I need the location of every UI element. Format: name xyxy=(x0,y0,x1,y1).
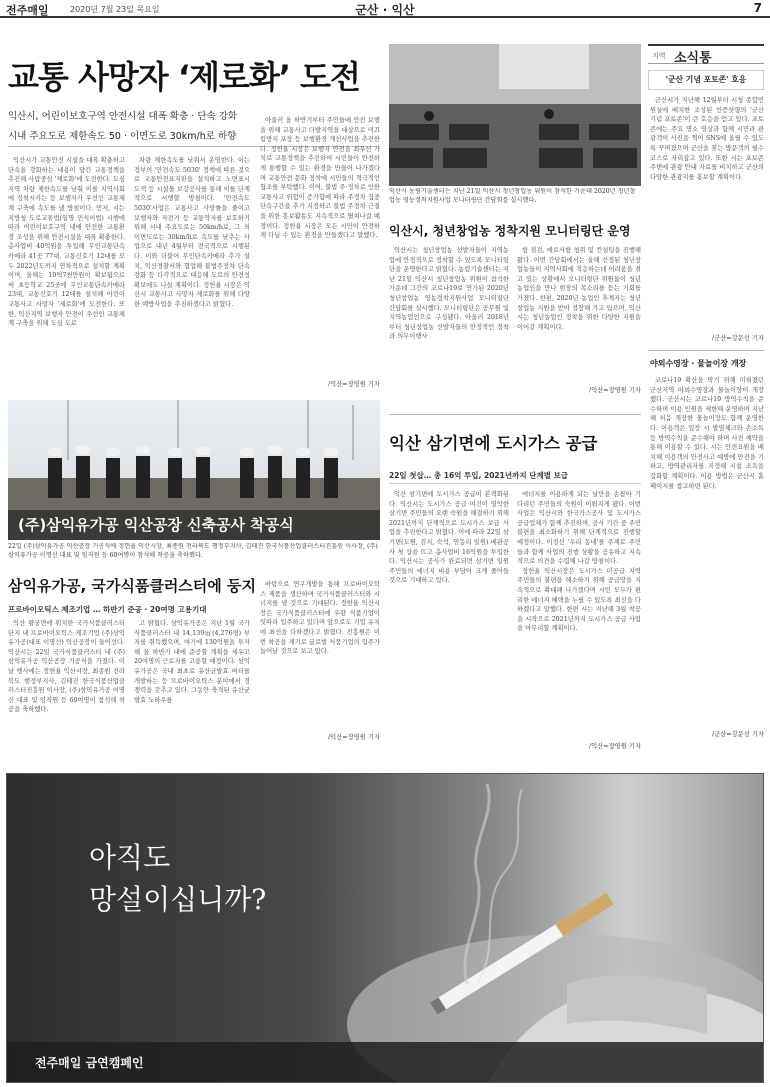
issue-date: 2020년 7월 23일 목요일 xyxy=(70,5,160,14)
ad-line1: 아직도 xyxy=(89,841,171,874)
newspaper-name: 전주매일 xyxy=(6,4,49,17)
article2-byline: /익산=장영원 기자 xyxy=(328,734,380,741)
article1-text: 차량 제한속도를 낮춰서 운영한다. 이는 정부의 '안전속도 5030' 정책에 따른 것으로 교통안전표지판을 설치하고 노면표시 도색 등 시설물 보강공사를 통해 이를 단계적으로 시행할 방침이다. '안전속도 5030'사업은 교통사고 사망률을 줄이고 보행자와 자전거 등 교통약자를 보호하기 위해 시내 주요도로는 50km/h로, 그 외 이면도로는 30km/h로 속도를 낮추는 사업으로 내년 4월부터 전국적으로 시행된다. 이와 더불어 무인단속카메라 추가 설치, 익산경찰서와 협업해 불법주정차 단속 강화 등 다각적으로 대응해 도로의 안전성 확보에도 나설 계획이다. 정헌율 시장은 익산시 교통사고 사망자 제로화를 위해 다양한 예방사업을 추진하겠다고 밝혔다. xyxy=(134,157,250,308)
page-number: 7 xyxy=(753,1,762,15)
sidebar-label: 지역 xyxy=(652,52,666,60)
sidebar-item1-title: '군산 기념 포토존' 호응 xyxy=(648,70,764,90)
sidebar-title: 소식통 xyxy=(674,51,712,66)
divider xyxy=(389,414,641,415)
sidebar-item1-byline: /군산=강문선 기자 xyxy=(712,335,764,342)
article3-byline: /익산=장영원 기자 xyxy=(589,387,641,394)
article3-column xyxy=(389,246,509,398)
article2-column xyxy=(8,619,125,739)
ceremony-banner-text: (주)삼익유가공 익산공장 신축공사 착공식 xyxy=(18,516,294,534)
sidebar-item2-title: 야외수영장 · 물놀이장 개장 xyxy=(650,359,747,368)
sidebar-item1-text: 군산시가 지난해 12월부터 시청 종합민원실에 배치한 조성된 인증샷형의 '군산 기념 포토존'이 큰 호응을 얻고 있다. 포토존에는 주요 명소 영상과 함께 시민과 관광객이 사진을 찍어 SNS에 올릴 수 있도록 꾸며졌으며 군산을 찾는 방문객의 필수 코스로 자리잡고 있다. 또한 시는 포토존 주변에 관광 안내 자료를 비치하고 군산의 다양한 관광지를 홍보할 계획이다. xyxy=(650,97,764,181)
section-title: 군산 · 익산 xyxy=(355,3,415,17)
article4-byline: /익산=장영원 기자 xyxy=(589,743,641,750)
headline-youth-farmer: 익산시, 청년창업농 정착지원 모니터링단 운영 xyxy=(389,224,631,238)
photo-groundbreaking xyxy=(8,400,380,540)
sidebar-header xyxy=(648,44,764,64)
article3-text: 항 점검, 애로사항 청취 및 컨설팅을 진행해 왔다. 이번 간담회에서는 올해 선정된 청년창업농들이 지역사회에 적응하는데 어려움을 겪고 있는 상황에서 모니터링단 위원들이 청년 농업인을 만나 현장의 목소리를 듣는 기회를 가졌다. 한편, 2020년 농업인 후계자는 청년창업농 지원을 받아 성장해 가고 있으며, 익산시는 청년농업인 정착을 위한 다양한 지원을 이어갈 계획이다. xyxy=(517,247,641,331)
sidebar-item2-text: 코로나19 확산을 막기 위해 미뤄졌던 군산지역 야외수영장과 물놀이장이 개장했다. 군산시는 코로나19 방역수칙을 준수하며 이용 인원을 제한해 운영하며 지난해 처음 개장한 물놀이장도 함께 운영한다. 이용객은 입장 시 발열체크와 손소독 등 방역수칙을 준수해야 하며 사전 예약을 통해 이용할 수 있다. 시는 안전요원을 배치해 이용객의 안전사고 예방에 만전을 기하고, 방역관리자를 지정해 시설 소독을 강화할 계획이다. 이용 방법은 군산시 홈페이지를 참고하면 된다. xyxy=(650,377,764,490)
article2-text: 바탕으로 연구개발을 통해 프로바이오틱스 제품을 생산하며 국가식품클러스터와 시너지를 낼 것으로 기대된다. 정헌율 익산시장은 국가식품클러스터에 우량 식품기업이 잇따라 입주하고 있다며 앞으로도 기업 유치에 최선을 다하겠다고 밝혔다. 진흥원은 이번 착공을 계기로 글로벌 식품기업의 입주가 늘어날 것으로 보고 있다. xyxy=(260,581,380,656)
divider xyxy=(648,350,764,351)
article2-column xyxy=(260,580,380,732)
article1-column xyxy=(8,156,125,396)
article1-column xyxy=(260,116,380,378)
meeting-scene xyxy=(389,44,641,186)
divider xyxy=(389,483,641,484)
ad-antismoking xyxy=(6,773,764,1083)
ad-footer: 전주매일 금연캠페인 xyxy=(35,1056,144,1070)
ad-line2: 망설이십니까? xyxy=(89,883,267,916)
sidebar-item2-body xyxy=(650,376,764,730)
article1-subtitle1: 익산시, 어린이보호구역 안전시설 대폭 확충 · 단속 강화 xyxy=(8,111,238,122)
article2-column xyxy=(134,619,250,739)
article4-text: 정헌율 익산시장은 도시가스 미공급 지역 주민들의 불편을 해소하기 위해 공급망을 지속적으로 확대해 나가겠다며 시민 모두가 편리한 에너지 혜택을 누릴 수 있도록 최선을 다하겠다고 말했다. 한편 시는 지난해 3월 착공을 시작으로 2021년까지 도시가스 공급 사업을 마무리할 계획이다. xyxy=(517,567,641,633)
article4-text: 에너지를 이용하게 되는 날만을 손꼽아 기다리던 주민들의 숙원이 이뤄지게 됐다. 이번 사업은 익산시와 한국가스공사 및 도시가스 공급업체가 함께 추진하며, 공사 기간 중 주민 불편을 최소화하기 위해 단계적으로 진행할 예정이다. 이정선 '우리 동네'를 주제로 주민들과 함께 사업의 진행 상황을 공유하고 지속적으로 의견을 수렴해 나갈 방침이다. xyxy=(517,491,641,566)
article4-subtitle: 22일 첫삽… 총 16억 투입, 2021년까지 단계별 보급 xyxy=(389,471,569,480)
article2-text: 고 밝혔다. 삼익유가공은 지난 1월 국가식품클러스터 내 14,139㎡(4,276평) 부지를 취득했으며, 여기에 130억원을 투자해 올 하반기 내에 준공할 계획을 세우고 20여명의 근로자를 고용할 예정이다. 삼익유가공은 국내 최초로 유산균발효 버터를 개발하는 등 프로바이오틱스 분야에서 경쟁력을 갖추고 있다. 그동안 축적된 유산균 발효 노하우를 xyxy=(134,620,250,704)
article4-column xyxy=(517,490,641,746)
page-header xyxy=(0,0,770,18)
photo2-caption: 익산시 농림기술센터는 지난 21일 익산시 청년창업농 위원이 참석한 가운데 2020년 청년창업농 영농정착지원사업 모니터링단 간담회를 실시했다. xyxy=(389,188,636,204)
article4-text: 익산 삼기면에 도시가스 공급이 본격화된다. 익산시는 도시가스 공급 여건이 열악한 삼기면 주민들의 오랜 숙원을 해결하기 위해 2021년까지 단계적으로 도시가스 보급 사업을 추진한다고 밝혔다. 이에 따라 22일 삼기면(도원, 검지, 숙석, 연동리 일원) 배관공사 첫 삽을 뜨고 총사업비 16억원을 투입한다. 익산시는 공사가 완료되면 삼기면 일원 주민들의 에너지 비용 부담이 크게 줄어들 것으로 기대하고 있다. xyxy=(389,491,509,585)
article1-subtitle2: 시내 주요도로 제한속도 50 · 이면도로 30km/h로 하향 xyxy=(8,131,237,142)
cigarette-hand-illustration xyxy=(7,774,764,1083)
article3-column xyxy=(517,246,641,382)
photo1-caption: 22일 (주)삼익유가공 익산공장 기공식에 정헌율 익산시장, 최종원 전라북도 행정부지사, 김태진 한국식품산업클러스터진흥원 이사장, (주)삼익유가공 이명신 대표 및 임직원 등 60여명이 참석해 착공을 축하했다. xyxy=(8,543,378,559)
headline-city-gas: 익산 삼기면에 도시가스 공급 xyxy=(389,434,598,453)
sidebar-item1-body xyxy=(650,96,764,336)
article2-subtitle: 프로바이오틱스 제조기업 … 하반기 준공 · 20여명 고용기대 xyxy=(8,605,207,614)
article1-byline: /익산=장영원 기자 xyxy=(328,381,380,388)
headline-traffic: 교통 사망자 ‘제로화’ 도전 xyxy=(8,58,360,96)
article1-column xyxy=(134,156,250,396)
article1-text: 아울러 올 하반기부터 주민들에 안전 보행을 위해 교통사고 다발지역을 대상으로 미끄럼방지 포장 등 보행환경 개선사업을 추진한다. 정헌율 시장은 보행자 안전을 최우선 가치로 교통정책을 추진하여 시민들이 안전하게 통행할 수 있는 환경을 만들어 나가겠다며 교통안전 문화 정착에 시민들의 적극적인 협조를 부탁했다. 이어, 불법 주·정차로 인한 교통사고 위험이 증가함에 따라 주정차 집중 단속구간을 추가 지정하고 불법 주정차 근절을 위한 홍보활동도 지속적으로 펼쳐나갈 예정이다. 정헌율 시장은 모든 시민이 안전하게 다닐 수 있는 환경을 만들겠다고 말했다. xyxy=(260,117,380,240)
sidebar-item2-byline: /군산=강문선 기자 xyxy=(712,731,764,738)
headline-samik: 삼익유가공, 국가식품클러스터에 둥지 xyxy=(8,577,256,595)
article1-text: 익산시가 교통안전 시설을 대폭 확충하고 단속을 강화하는 내용이 담긴 교통정책을 추진해 사람중심 '제로화'에 도전한다. 도심지역 차량 제한속도를 낮춰 이를 지역사회에 정착시키는 등 보행자가 우선인 교통체계 구축에 속도를 낼 방침이다. 먼저, 시는 지방청 도로교통법(일명 민식이법) 시행에 따라 어린이보호구역 내에 안전한 교통환경 조성을 위해 안전시설을 대폭 확충한다. 총사업비 40억원을 투입해 무인교통단속카메라 41곳 77대, 교통신호기 12대를 모두 2022년도까지 연차적으로 설치할 계획이며, 올해는 19억7천만원이 확보됨으로써 초등학교 25곳에 무인교통단속카메라 23대, 교통신호기 12대를 설치해 어린이 교통사고 사망자 '제로화'에 도전한다. 또한, 익산지역 보행자 안전이 우선인 교통체계 구축을 위해 도심 도로 xyxy=(8,157,125,328)
photo-meeting xyxy=(389,44,641,186)
article3-text: 익산시는 청년창업농 선발자들이 지역농업에 안정적으로 정착할 수 있도록 모니터링단을 운영한다고 밝혔다. 농림기술센터는 지난 21일 익산시 청년창업농 위원이 참석한 가운데 그간의 코로나19로 연기된 2020년 청년창업농 영농정착지원사업 모니터링단 간담회를 실시했다. 모니터링단은 공무원 및 지역농업인으로 구성됐다. 아울러 2018년부터 청년창업농 선발자들의 안정적인 정착과 의무이행사 xyxy=(389,247,509,341)
article2-text: 익산 왕궁면에 위치한 국가식품클러스터 단지 내 프로바이오틱스 제조기업 (주)삼익유가공(대표 이명신) 익산공장이 들어선다. 익산시는 22일 국가식품클러스터 내 (주)삼익유가공 익산공장 기공식을 가졌다. 이날 행사에는 정헌율 익산시장, 최종원 전라북도 행정부지사, 김태진 한국식품산업클러스터진흥원 이사장, (주)삼익유가공 이명신 대표 및 임직원 등 60여명이 참석해 착공을 축하했다. xyxy=(8,620,125,714)
article4-column xyxy=(389,490,509,746)
